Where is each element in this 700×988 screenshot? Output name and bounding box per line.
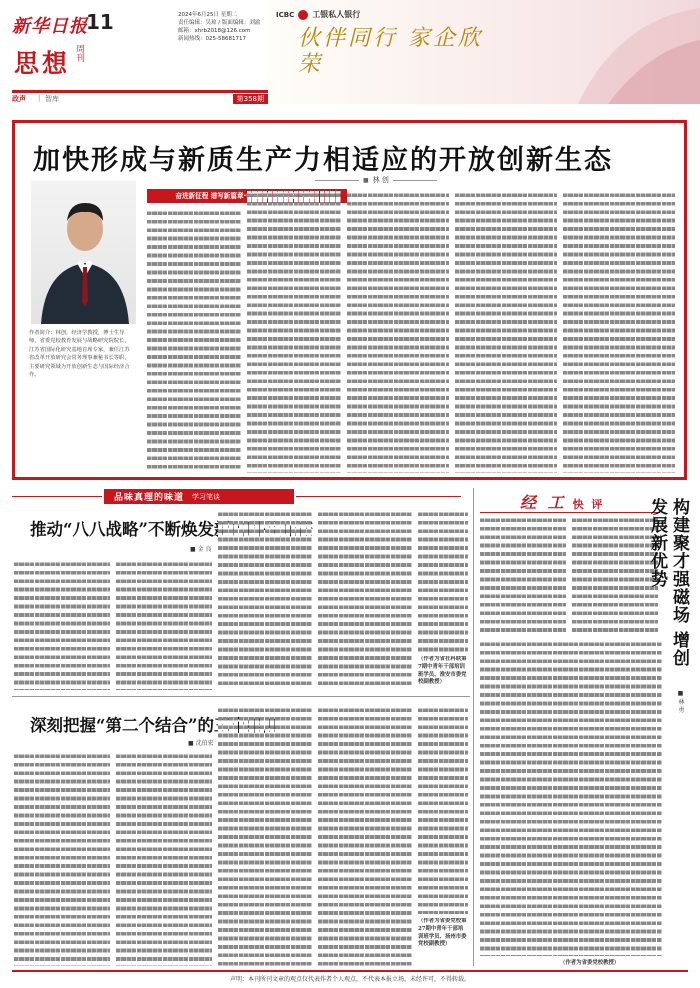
article3-col-4 — [318, 706, 412, 966]
article2-col-3 — [218, 510, 312, 690]
side-banner-a: 经 工 — [520, 493, 567, 512]
lead-text-col-2 — [247, 191, 341, 473]
author-photo — [31, 181, 136, 324]
article2-note: （作者为省社科联第7期中青年干部培训班学员、淮安市委党校副教授） — [418, 656, 467, 686]
article2-author: ■ 金 良 — [190, 546, 212, 553]
side-title: 构建聚才强磁场 增创发展新优势 — [647, 498, 689, 667]
article3-note: （作者为省委党校第27期中青年干部培训班学员、扬州市委党校副教授） — [418, 918, 467, 948]
sub-separator: | — [38, 94, 41, 102]
section-title — [14, 44, 86, 80]
ad-decoration-icon — [578, 0, 700, 104]
lead-author — [315, 175, 437, 185]
side-divider — [473, 488, 474, 966]
lead-text-col-4 — [455, 191, 557, 473]
sub-right-label: 智库 — [45, 95, 59, 103]
bank-emblem-icon — [298, 10, 308, 20]
page-number: 11 — [86, 10, 114, 34]
article3-col-3 — [218, 706, 312, 966]
bank-logo — [276, 9, 360, 20]
editors-line: 责任编辑：吴琼 / 版面编辑：刘渝 — [178, 20, 261, 26]
bank-name: 工银私人银行 — [312, 10, 361, 19]
side-banner — [520, 490, 604, 513]
section2-banner-rule-right — [296, 496, 461, 497]
article3-title: 深刻把握“第二个结合”的三个维度 — [30, 716, 280, 735]
sub-left-label: 政声 — [12, 95, 26, 103]
article2-author-name: 金 良 — [197, 546, 212, 553]
side-banner-rule — [480, 512, 660, 513]
section2-banner-sub: 学习笔谈 — [192, 492, 221, 501]
newspaper-logo: 新华日报 — [12, 16, 88, 37]
footer-statement: 声明：本刊所刊文章的观点仅代表作者个人观点，不代表本报立场。未经许可，不得转载。 — [229, 976, 470, 983]
email-line: 邮箱：xhrb2018@126.com — [178, 28, 251, 34]
lead-article — [12, 120, 687, 480]
side-author: ■ 林 勇 — [677, 690, 684, 713]
section2-banner-title: 品味真理的味道 — [114, 493, 185, 503]
section-name: 思想 — [14, 49, 71, 78]
bank-advertisement — [268, 0, 700, 104]
lead-text-col-3 — [347, 191, 449, 473]
lead-banner: 奋进新征程 谱写新篇章·省社科联学术社团专家谈 — [147, 189, 347, 203]
side-note: （作者为省委党校教授） — [560, 960, 620, 966]
ad-slogan: 伙伴同行 家企欣荣 — [298, 26, 483, 77]
footer-rule — [12, 970, 688, 972]
lead-author-name: 林 创 — [372, 176, 389, 184]
article2-col-1 — [14, 560, 110, 690]
side-banner-b: 快 评 — [572, 498, 605, 511]
article2-col-4 — [318, 510, 412, 688]
article3-col-5 — [418, 706, 468, 914]
section-subname: 周刊 — [74, 44, 85, 62]
article3-author: ■ 沈伯宏 — [188, 740, 214, 747]
article3-col-1 — [14, 752, 110, 966]
bank-code: ICBC — [276, 10, 295, 19]
author-icon: ■ — [363, 176, 369, 184]
article3-author-name: 沈伯宏 — [195, 740, 214, 747]
phone-line: 新闻热线：025-58681717 — [178, 36, 246, 42]
article2-col-2 — [116, 560, 212, 690]
date-line: 2024年6月25日 星期二 — [178, 12, 238, 18]
lead-title: 加快形成与新质生产力相适应的开放创新生态 — [33, 145, 613, 176]
article3-col-2 — [116, 752, 212, 966]
lead-text-col-1 — [147, 209, 241, 473]
author-portrait-icon — [31, 181, 136, 324]
side-author-name: 林 勇 — [677, 698, 684, 713]
lead-text-col-5 — [563, 191, 675, 473]
issue-number: 第358期 — [233, 94, 268, 104]
author-caption: 作者简介：林创，经济学教授，博士生导师，省委党校教育发展与战略研究院院长，江苏省国际化研究基地首席专家，兼任江苏省改革开放研究会常务理事兼秘书长等职，主要研究领域为开放创新生态与国际经济合作。 — [29, 330, 130, 379]
side-col-3 — [480, 640, 662, 956]
section2-banner — [104, 489, 294, 504]
article-divider — [12, 696, 470, 697]
article2-title: 推动“八八战略”不断焕发新的时代光芒 — [30, 520, 313, 539]
section-bar — [12, 90, 268, 102]
side-col-1 — [480, 516, 566, 636]
masthead — [0, 0, 700, 108]
section2-banner-rule — [12, 496, 102, 497]
article2-col-5 — [418, 510, 468, 652]
